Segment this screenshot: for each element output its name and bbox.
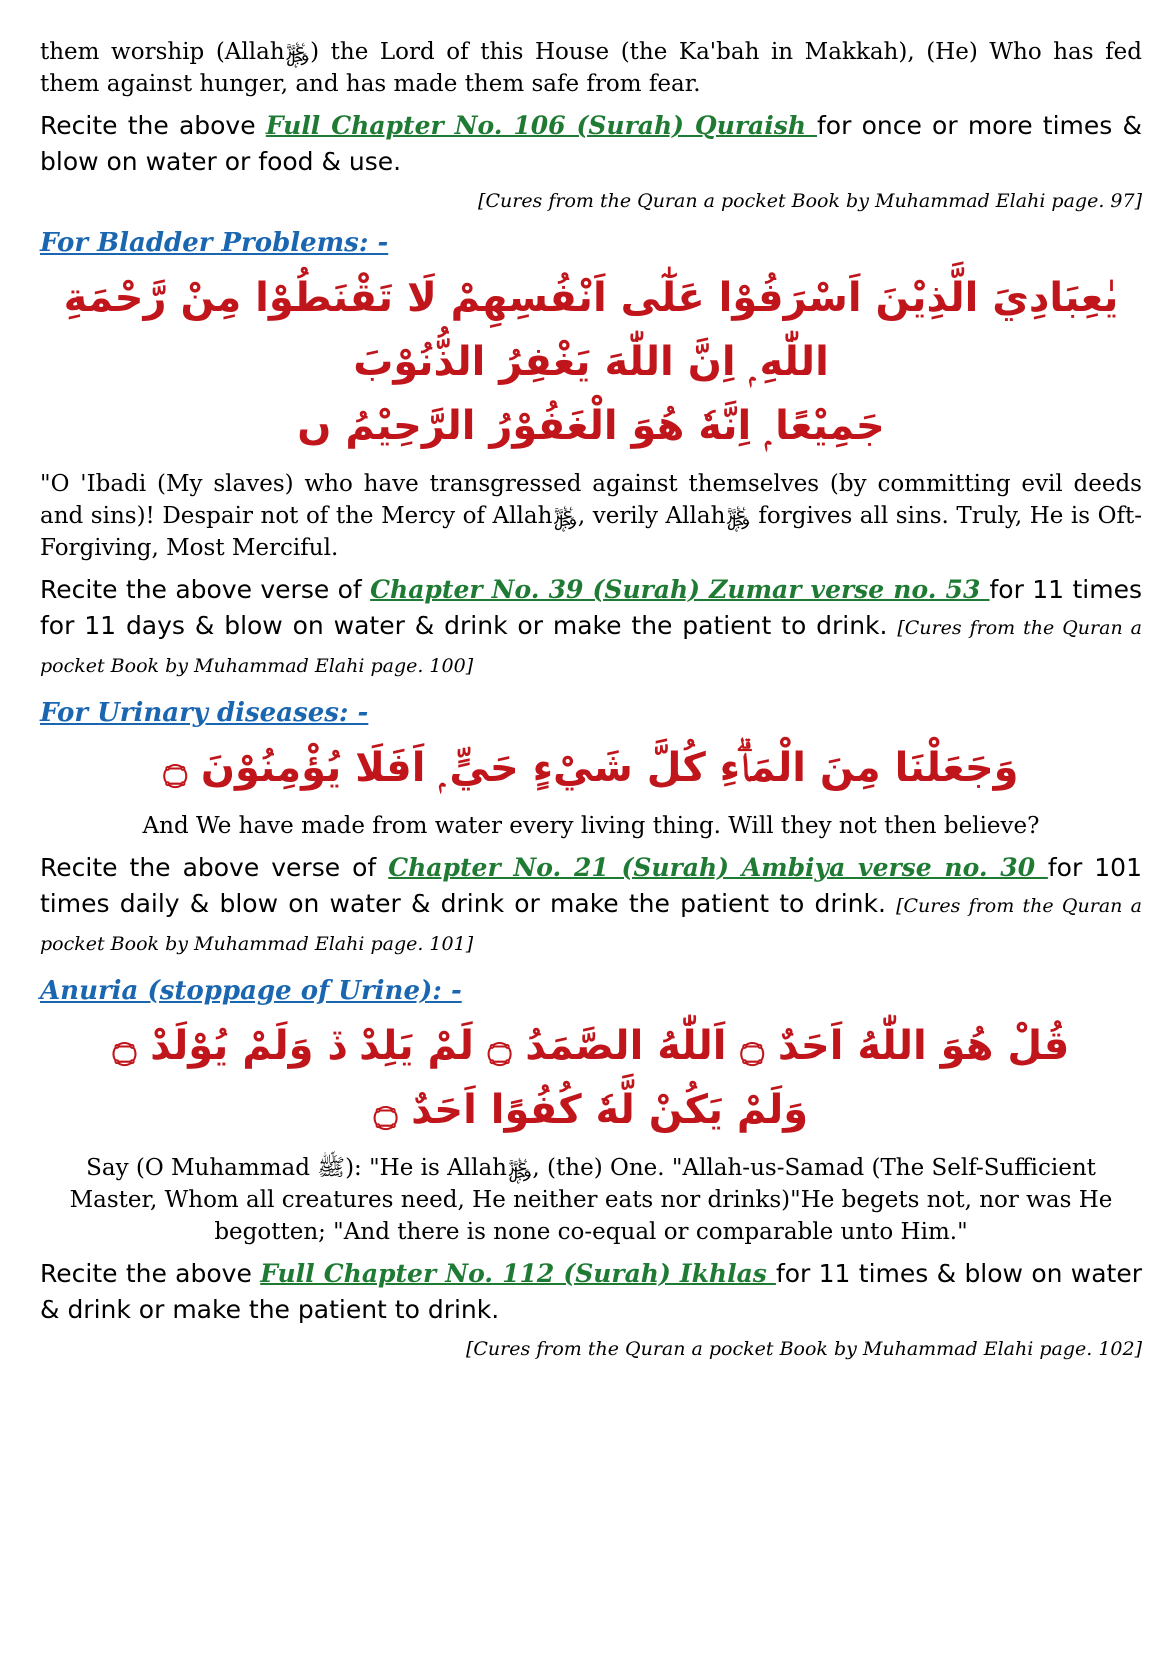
recite-text: for 11 times for 11 days & blow on water & drink or make the patient to drink. — [40, 575, 1142, 640]
heading-anuria: Anuria (stoppage of Urine): - — [40, 976, 462, 1006]
arabic-line: قُلْ هُوَ اللّٰهُ اَحَدٌ ۝ اَللّٰهُ الصَّمَدُ ۝ لَمْ يَلِدْ ڏ وَلَمْ يُوْلَدْ ۝ — [112, 1023, 1070, 1069]
arabic-line: يٰعِبَادِيَ الَّذِيْنَ اَسْرَفُوْا عَلٰٓى اَنْفُسِهِمْ لَا تَقْنَطُوْا مِنْ رَّحْمَةِ اللّٰهِ ۭ اِنَّ اللّٰهَ يَغْفِرُ الذُّنُوْبَ — [63, 275, 1119, 385]
arabic-line: وَجَعَلْنَا مِنَ الْمَاۗءِ كُلَّ شَيْءٍ حَيٍّ ۭ اَفَلَا يُؤْمِنُوْنَ ۝ — [163, 745, 1019, 791]
citation-page-102: [Cures from the Quran a pocket Book by Muhammad Elahi page. 102] — [465, 1338, 1142, 1360]
surah-quraish-link[interactable]: Full Chapter No. 106 (Surah) Quraish — [265, 111, 817, 140]
surah-ikhlas-link[interactable]: Full Chapter No. 112 (Surah) Ikhlas — [260, 1259, 776, 1288]
recite-text: for once or more times & blow on water or food & use. — [40, 111, 1143, 176]
ikhlas-translation: Say (O Muhammad ﷺ): "He is Allah﷿, (the) One. "Allah-us-Samad (The Self-Sufficient Master, Whom all creatures need, He neither eats nor drinks)"He begets not, nor was He begotten; "And there is none co-equal or comparable unto Him." — [69, 1155, 1113, 1245]
surah-ambiya-link[interactable]: Chapter No. 21 (Surah) Ambiya verse no. 30 — [388, 853, 1048, 882]
arabic-verse-ambiya-30 — [40, 736, 1142, 800]
recite-text: for 101 times daily & blow on water & drink or make the patient to drink. — [40, 853, 1142, 918]
quraish-translation: them worship (Allah﷿) the Lord of this House (the Ka'bah in Makkah), (He) Who has fed them against hunger, and has made them safe from fear. — [40, 39, 1142, 97]
zumar-recite-instruction — [40, 572, 1142, 684]
recite-text: for 11 times & blow on water & drink or make the patient to drink. — [40, 1259, 1143, 1324]
heading-urinary-diseases: For Urinary diseases: - — [40, 698, 369, 728]
document-page — [40, 36, 1142, 1362]
ambiya-recite-instruction — [40, 850, 1142, 962]
arabic-line: وَلَمْ يَكُنْ لَّهٗ كُفُوًا اَحَدٌ ۝ — [373, 1087, 809, 1133]
recite-text: Recite the above verse of — [40, 853, 389, 882]
arabic-line: جَمِيْعًا ۭ اِنَّهٗ هُوَ الْغَفُوْرُ الرَّحِيْمُ ﮞ — [297, 403, 885, 449]
surah-zumar-link[interactable]: Chapter No. 39 (Surah) Zumar verse no. 53 — [370, 575, 990, 604]
ikhlas-recite-instruction — [40, 1256, 1142, 1328]
recite-text: Recite the above — [40, 111, 266, 140]
citation-page-97: [Cures from the Quran a pocket Book by Muhammad Elahi page. 97] — [478, 190, 1142, 212]
quraish-recite-instruction — [40, 108, 1142, 180]
heading-bladder-problems: For Bladder Problems: - — [40, 228, 389, 258]
zumar-translation: "O 'Ibadi (My slaves) who have transgressed against themselves (by committing evil deeds and sins)! Despair not of the Mercy of Allah﷿, verily Allah﷿ forgives all sins. Truly, He is Oft-Forgiving, Most Merciful. — [40, 471, 1142, 561]
arabic-surah-ikhlas — [40, 1014, 1142, 1142]
citation-page-100: [Cures from the Quran a pocket Book by Muhammad Elahi page. 100] — [40, 617, 1142, 677]
arabic-verse-zumar-53 — [40, 266, 1142, 458]
recite-text: Recite the above — [40, 1259, 261, 1288]
ambiya-translation: And We have made from water every living thing. Will they not then believe? — [142, 813, 1040, 839]
citation-page-101: [Cures from the Quran a pocket Book by Muhammad Elahi page. 101] — [40, 895, 1142, 955]
recite-text: Recite the above verse of — [40, 575, 371, 604]
